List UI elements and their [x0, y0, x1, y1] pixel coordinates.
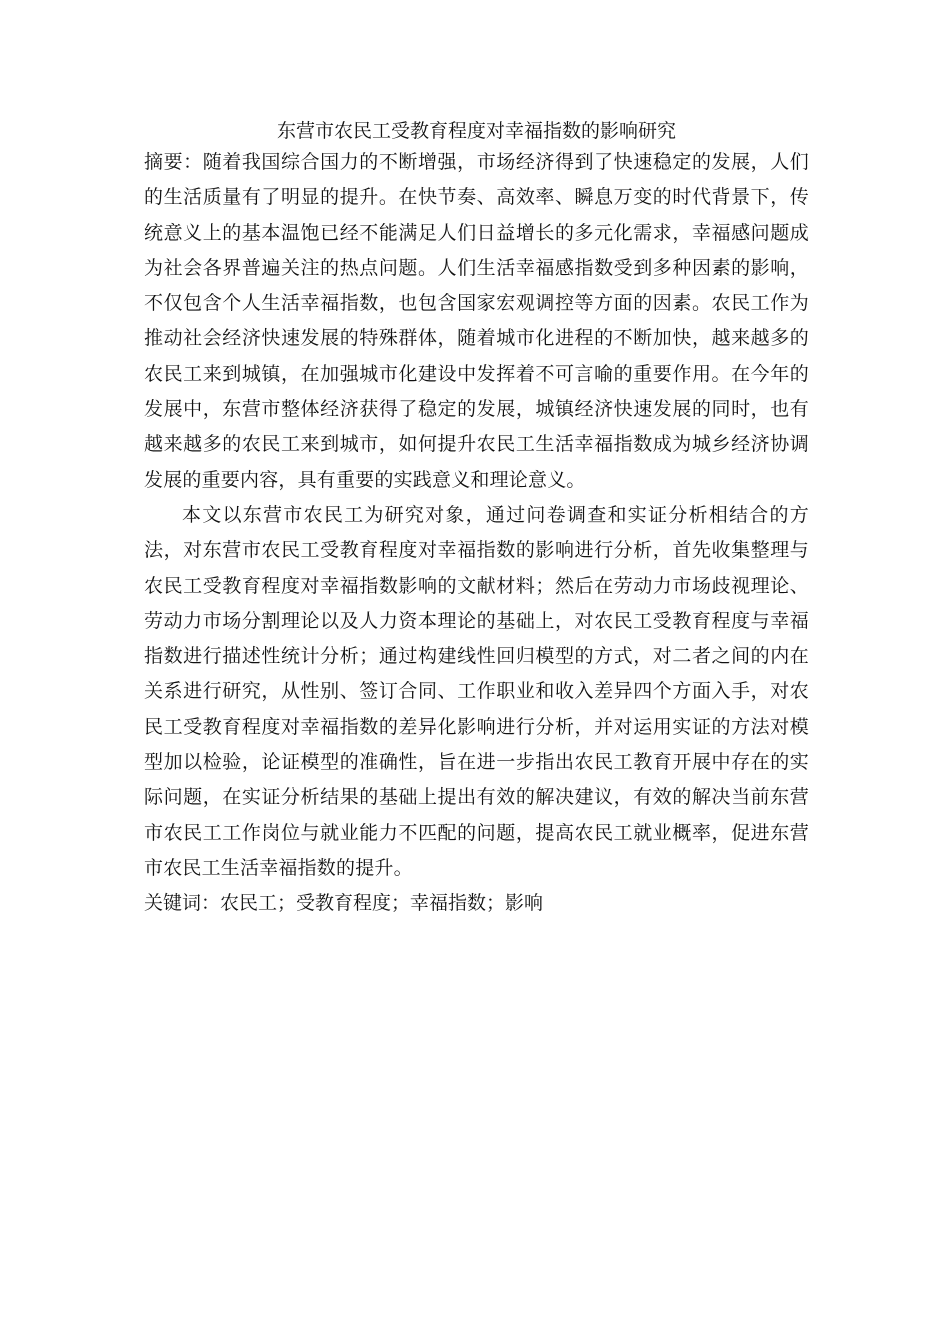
body-paragraph: 本文以东营市农民工为研究对象，通过问卷调查和实证分析相结合的方法，对东营市农民工受教育程度对幸福指数的影响进行分析，首先收集整理与农民工受教育程度对幸福指数影响的文献材料；然后在劳动力市场歧视理论、劳动力市场分割理论以及人力资本理论的基础上，对农民工受教育程度与幸福指数进行描述性统计分析；通过构建线性回归模型的方式，对二者之间的内在关系进行研究，从性别、签订合同、工作职业和收入差异四个方面入手，对农民工受教育程度对幸福指数的差异化影响进行分析，并对运用实证的方法对模型加以检验，论证模型的准确性，旨在进一步指出农民工教育开展中存在的实际问题，在实证分析结果的基础上提出有效的解决建议，有效的解决当前东营市农民工工作岗位与就业能力不匹配的问题，提高农民工就业概率，促进东营市农民工生活幸福指数的提升。 [144, 503, 809, 879]
document-content [144, 115, 809, 922]
page-title: 东营市农民工受教育程度对幸福指数的影响研究 [276, 120, 676, 142]
abstract-label: 摘要： [144, 151, 203, 173]
keywords-text: 农民工；受教育程度；幸福指数；影响 [220, 892, 544, 915]
abstract-paragraph [144, 145, 809, 498]
keywords-line [144, 886, 809, 921]
keywords-label: 关键词： [144, 892, 221, 915]
abstract-text: 随着我国综合国力的不断增强，市场经济得到了快速稳定的发展，人们的生活质量有了明显的提升。在快节奏、高效率、瞬息万变的时代背景下，传统意义上的基本温饱已经不能满足人们日益增长的多元化需求，幸福感问题成为社会各界普遍关注的热点问题。人们生活幸福感指数受到多种因素的影响，不仅包含个人生活幸福指数，也包含国家宏观调控等方面的因素。农民工作为推动社会经济快速发展的特殊群体，随着城市化进程的不断加快，越来越多的农民工来到城镇，在加强城市化建设中发挥着不可言喻的重要作用。在今年的发展中，东营市整体经济获得了稳定的发展，城镇经济快速发展的同时，也有越来越多的农民工来到城市，如何提升农民工生活幸福指数成为城乡经济协调发展的重要内容，具有重要的实践意义和理论意义。 [144, 151, 810, 491]
